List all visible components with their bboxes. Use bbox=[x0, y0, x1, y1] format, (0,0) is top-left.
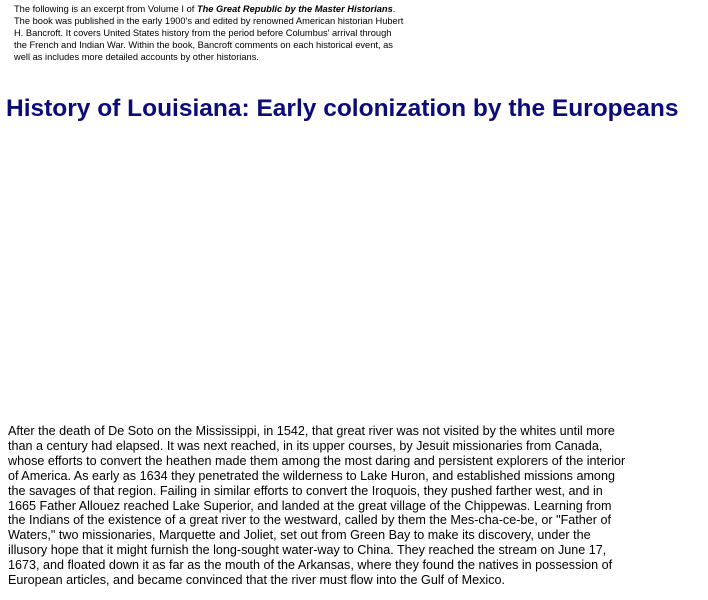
blank-ad-space bbox=[6, 130, 702, 420]
page-title: History of Louisiana: Early colonization by the Europeans bbox=[6, 95, 679, 122]
intro-prefix: The following is an excerpt from Volume I of bbox=[14, 4, 197, 14]
book-title: The Great Republic by the Master Historians bbox=[196, 4, 393, 14]
article-paragraph: After the death of De Soto on the Mississippi, in 1542, that great river was not visited by the whites until more than a century had elapsed. It was next reached, in its upper courses, by Jesuit missionaries from Canada, whose efforts to convert the heathen made them among the most daring and persistent explorers of the interior of America. As early as 1634 they penetrated the wilderness to Lake Huron, and established missions among the savages of that region. Failing in similar efforts to convert the Iroquois, they pushed farther west, and in 1665 Father Allouez reached Lake Superior, and landed at the great village of the Chippewas. Learning from the Indians of the existence of a great river to the westward, called by them the Mes-cha-ce-be, or "Father of Waters," two missionaries, Marquette and Joliet, set out from Green Bay to make its discovery, under the illusory hope that it might furnish the long-sought water-way to China. They reached the stream on June 17, 1673, and floated down it as far as the mouth of the Arkansas, where they found the natives in possession of European articles, and became convinced that the river must flow into the Gulf of Mexico. bbox=[8, 424, 626, 588]
intro-suffix: . The book was published in the early 1900's and edited by renowned American historian Hubert H. Bancroft. It covers United States history from the period before Columbus' arrival through the French and Indian War. Within the book, Bancroft comments on each historical event, as well as includes more detailed accounts by other historians. bbox=[14, 4, 404, 63]
intro-note bbox=[14, 3, 406, 63]
